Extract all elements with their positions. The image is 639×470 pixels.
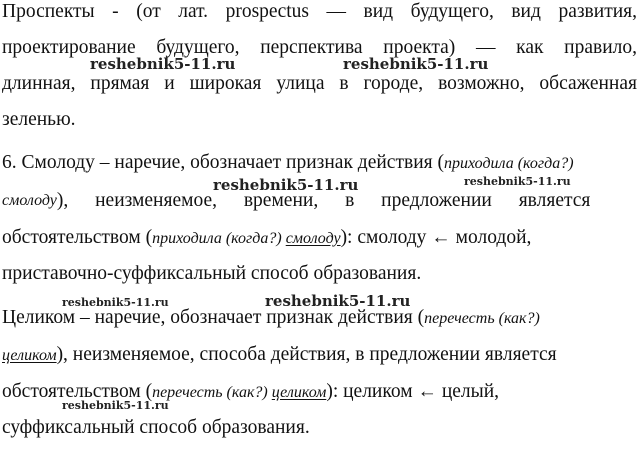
paragraph-3-line-1-text: Целиком – наречие, обозначает признак действия ( [2, 307, 425, 328]
paragraph-2-line-3 [2, 226, 637, 251]
paragraph-3-line-1-italic: перечесть (как?) [424, 310, 540, 327]
paragraph-1-line-3: длинная, прямая и широкая улица в городе, возможно, обсаженная [2, 73, 637, 94]
paragraph-3-line-3-text: обстоятельством ( [2, 381, 153, 402]
watermark-text: reshebnik5-11.ru [464, 175, 571, 188]
paragraph-2-line-3-text: обстоятельством ( [2, 227, 153, 248]
watermark-text: reshebnik5-11.ru [62, 399, 169, 412]
paragraph-3-line-3 [2, 380, 637, 405]
paragraph-1-line-1: Проспекты - (от лат. prospectus — вид будущего, вид развития, [2, 1, 637, 22]
paragraph-2-line-1-text: 6. Смолоду – наречие, обозначает признак действия ( [2, 152, 444, 173]
paragraph-2-line-2 [2, 189, 637, 213]
paragraph-2-line-3-italic: приходила (когда?) [152, 230, 286, 247]
paragraph-2-line-3-underlined: смолоду [285, 230, 341, 247]
paragraph-3-line-3-italic: перечесть (как?) [152, 384, 272, 401]
paragraph-3-line-2 [2, 343, 637, 368]
paragraph-2-line-2-text: ), неизменяемое, времени, в предложении является [56, 190, 591, 211]
paragraph-3-line-2-underlined: целиком [2, 347, 57, 364]
paragraph-2-line-2-italic: смолоду [2, 192, 57, 209]
paragraph-3-line-2-text: ), неизменяемое, способа действия, в предложении является [56, 344, 557, 365]
paragraph-2-line-3-tail: ): смолоду ← молодой, [340, 227, 532, 248]
paragraph-2-line-1-italic: приходила (когда?) [443, 155, 574, 172]
paragraph-1-line-2: проектирование будущего, перспектива проекта) — как правило, [2, 37, 637, 58]
paragraph-2-line-4: приставочно-суффиксальный способ образования. [2, 263, 422, 284]
watermark-text: reshebnik5-11.ru [62, 296, 169, 309]
watermark-text: reshebnik5-11.ru [90, 55, 236, 73]
paragraph-3-line-4: суффиксальный способ образования. [2, 417, 310, 438]
paragraph-2-line-1 [2, 151, 637, 176]
paragraph-3-line-3-underlined: целиком [271, 384, 327, 401]
paragraph-3-line-1 [2, 306, 637, 331]
watermark-text: reshebnik5-11.ru [213, 176, 359, 194]
paragraph-3-line-3-tail: ): целиком ← целый, [326, 381, 500, 402]
watermark-text: reshebnik5-11.ru [343, 55, 489, 73]
paragraph-1-line-4: зеленью. [2, 109, 76, 130]
watermark-text: reshebnik5-11.ru [265, 292, 411, 310]
